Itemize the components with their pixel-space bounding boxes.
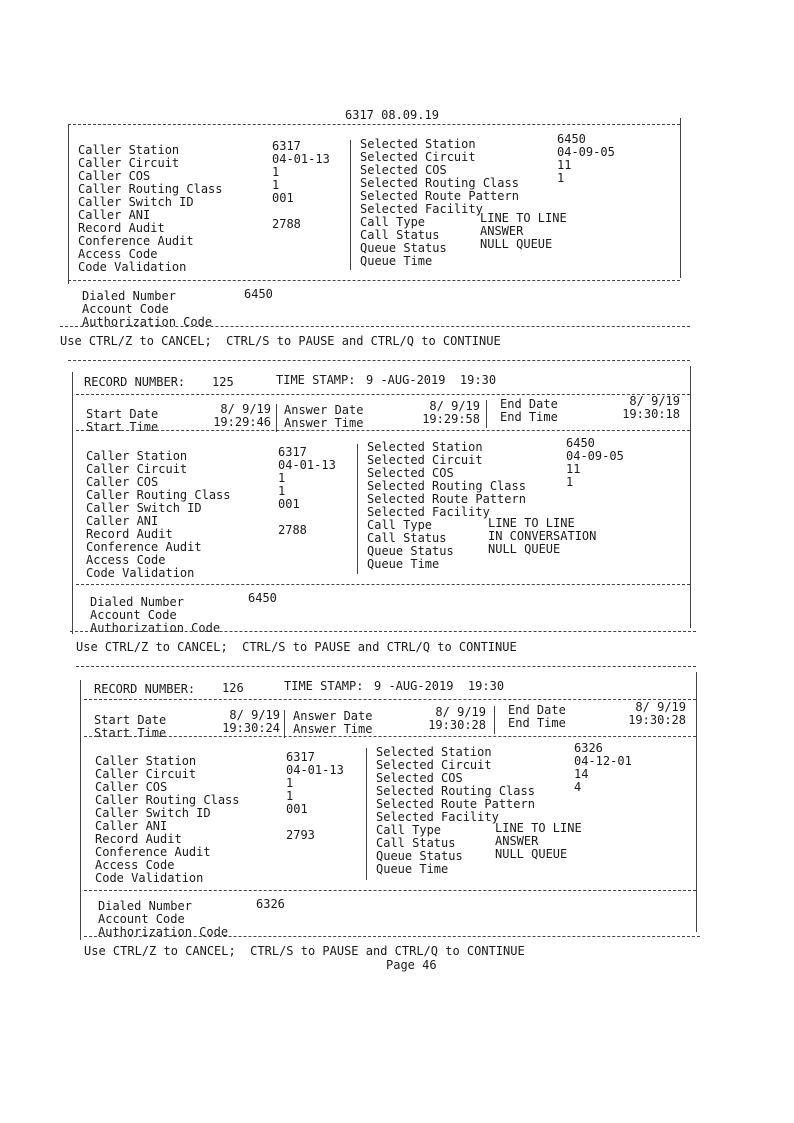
record-number-label: RECORD NUMBER: xyxy=(94,682,196,696)
call-info-values: LINE TO LINE IN CONVERSATION NULL QUEUE xyxy=(488,516,597,556)
answer-values: 8/ 9/19 19:29:58 xyxy=(422,399,480,426)
answer-values: 8/ 9/19 19:30:28 xyxy=(428,705,486,732)
time-stamp: 9 -AUG-2019 19:30 xyxy=(366,373,497,387)
caller-values: 6317 04-01-13 1 1 001 2788 xyxy=(278,445,336,537)
dialed-section: Dialed Number Account Code Authorization Code xyxy=(90,595,221,635)
console-prompt: Use CTRL/Z to CANCEL; CTRL/S to PAUSE and CTRL/Q to CONTINUE xyxy=(76,640,517,654)
page-footer: Page 46 xyxy=(386,958,437,972)
time-stamp-label: TIME STAMP: xyxy=(276,373,356,387)
caller-values: 6317 04-01-13 1 1 001 2793 xyxy=(286,750,344,842)
start-labels: Start Date Start Time xyxy=(94,713,167,740)
end-values: 8/ 9/19 19:30:18 xyxy=(622,394,680,421)
dialed-number-value: 6326 xyxy=(256,897,285,911)
end-values: 8/ 9/19 19:30:28 xyxy=(628,700,686,727)
record-number: 125 xyxy=(212,375,234,389)
caller-labels: Caller Station Caller Circuit Caller COS Caller Routing Class Caller Switch ID Caller ANI Record Audit Conference Audit Access Code Code Validation xyxy=(95,754,240,885)
selected-values: 6450 04-09-05 11 1 xyxy=(566,436,624,489)
time-stamp-label: TIME STAMP: xyxy=(284,679,364,693)
dialed-section: Dialed Number Account Code Authorization Code xyxy=(82,289,213,329)
call-info-values: LINE TO LINE ANSWER NULL QUEUE xyxy=(480,211,567,251)
dialed-number-value: 6450 xyxy=(248,591,277,605)
answer-labels: Answer Date Answer Time xyxy=(293,709,373,736)
dialed-section: Dialed Number Account Code Authorization Code xyxy=(98,899,229,939)
console-prompt: Use CTRL/Z to CANCEL; CTRL/S to PAUSE and CTRL/Q to CONTINUE xyxy=(60,334,501,348)
record-number-label: RECORD NUMBER: xyxy=(84,375,186,389)
selected-values: 6326 04-12-01 14 4 xyxy=(574,741,632,794)
start-labels: Start Date Start Time xyxy=(86,407,159,434)
selected-values: 6450 04-09-05 11 1 xyxy=(557,132,615,185)
dialed-number-value: 6450 xyxy=(244,287,273,301)
caller-labels: Caller Station Caller Circuit Caller COS Caller Routing Class Caller Switch ID Caller ANI Record Audit Conference Audit Access Code Code Validation xyxy=(78,143,223,274)
selected-labels: Selected Station Selected Circuit Selected COS Selected Routing Class Selected Route Pattern Selected Facility Call Type Call Status Queue Status Queue Time xyxy=(376,745,535,876)
record-number: 126 xyxy=(222,681,244,695)
call-info-values: LINE TO LINE ANSWER NULL QUEUE xyxy=(495,821,582,861)
console-prompt: Use CTRL/Z to CANCEL; CTRL/S to PAUSE and CTRL/Q to CONTINUE xyxy=(84,944,525,958)
start-values: 8/ 9/19 19:30:24 xyxy=(222,708,280,735)
start-values: 8/ 9/19 19:29:46 xyxy=(213,402,271,429)
selected-labels: Selected Station Selected Circuit Selected COS Selected Routing Class Selected Route Pattern Selected Facility Call Type Call Status Queue Status Queue Time xyxy=(360,137,519,268)
answer-labels: Answer Date Answer Time xyxy=(284,403,364,430)
end-labels: End Date End Time xyxy=(500,397,558,424)
page-header: 6317 08.09.19 xyxy=(345,108,439,122)
caller-values: 6317 04-01-13 1 1 001 2788 xyxy=(272,139,330,231)
caller-labels: Caller Station Caller Circuit Caller COS Caller Routing Class Caller Switch ID Caller ANI Record Audit Conference Audit Access Code Code Validation xyxy=(86,449,231,580)
time-stamp: 9 -AUG-2019 19:30 xyxy=(374,679,505,693)
end-labels: End Date End Time xyxy=(508,703,566,730)
selected-labels: Selected Station Selected Circuit Selected COS Selected Routing Class Selected Route Pattern Selected Facility Call Type Call Status Queue Status Queue Time xyxy=(367,440,526,571)
